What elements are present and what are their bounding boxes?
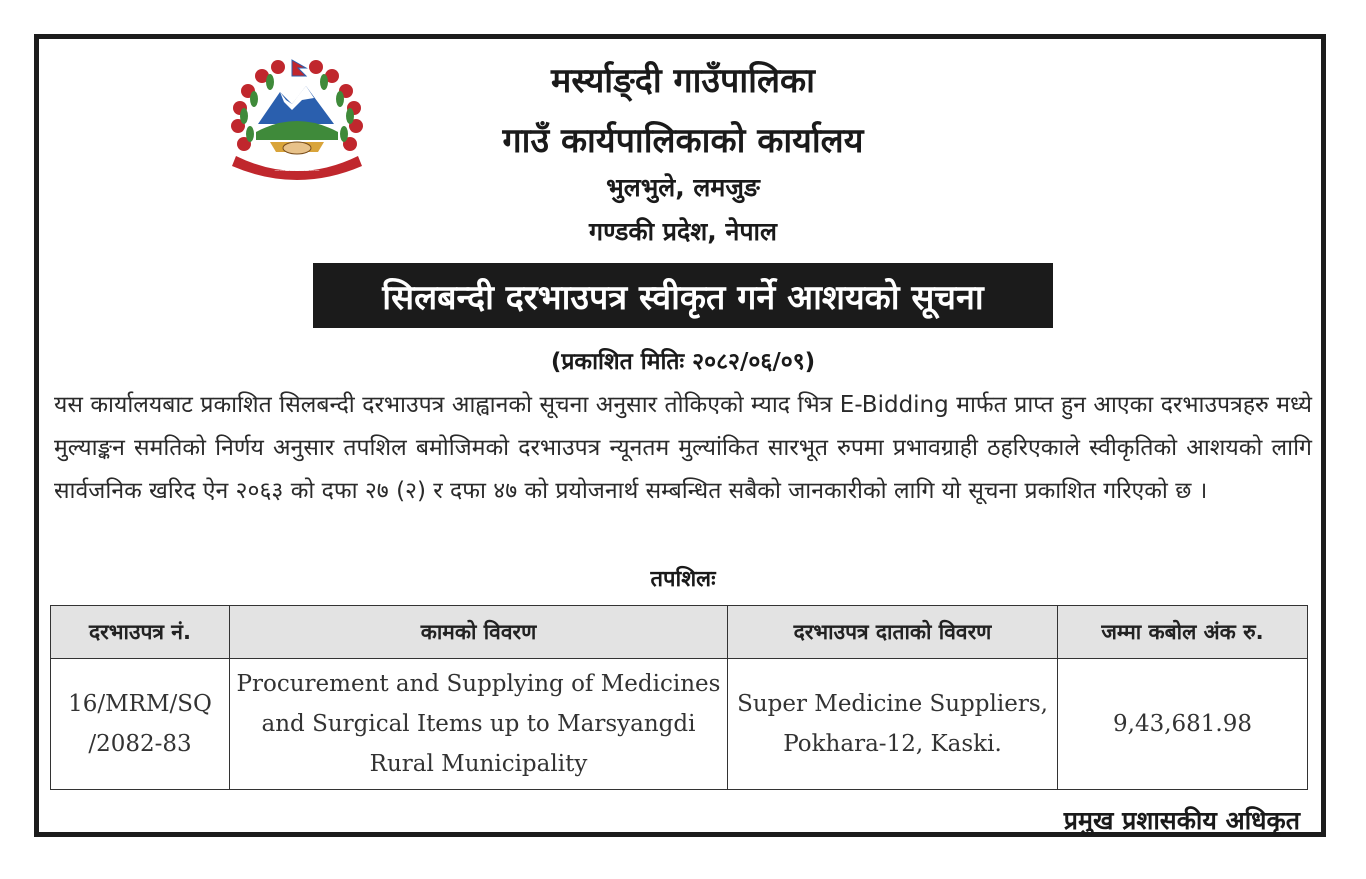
office-location: भुलभुले, लमजुङ	[606, 173, 760, 202]
svg-text:—————————: —————————	[274, 168, 320, 174]
bidder-details-cell	[728, 659, 1058, 790]
published-date: (प्रकाशित मितिः २०८२/०६/०९)	[550, 349, 816, 375]
bid-table	[50, 605, 1308, 790]
office-name: गाउँ कार्यपालिकाको कार्यालय	[502, 121, 864, 161]
bidder-details-line: Super Medicine Suppliers,	[737, 691, 1048, 717]
header-total-amount: जम्मा कबोल अंक रु.	[1058, 606, 1308, 659]
bid-number-line: /2082-83	[88, 731, 192, 757]
total-amount-cell: 9,43,681.98	[1058, 659, 1308, 790]
work-description-cell	[230, 659, 728, 790]
table-row	[51, 659, 1308, 790]
province-country: गण्डकी प्रदेश, नेपाल	[589, 217, 777, 246]
bid-number-line: 16/MRM/SQ	[68, 691, 212, 717]
work-description-line: Procurement and Supplying of Medicines	[236, 671, 721, 697]
bidder-details-line: Pokhara-12, Kaski.	[783, 731, 1002, 757]
details-label: तपशिलः	[650, 567, 716, 592]
signatory-title: प्रमुख प्रशासकीय अधिकृत	[1063, 806, 1300, 835]
notice-title: सिलबन्दी दरभाउपत्र स्वीकृत गर्ने आशयको सूचना	[313, 263, 1053, 328]
work-description-line: and Surgical Items up to Marsyangdi	[261, 711, 696, 737]
header-bid-number: दरभाउपत्र नं.	[51, 606, 230, 659]
table-header-row	[51, 606, 1308, 659]
notice-body: यस कार्यालयबाट प्रकाशित सिलबन्दी दरभाउपत्र आह्वानको सूचना अनुसार तोकिएको म्याद भित्र E-Bidding मार्फत प्राप्त हुन आएका दरभाउपत्रहरु मध्ये मुल्याङ्कन समतिको निर्णय अनुसार तपशिल बमोजिमको दरभाउपत्र न्यूनतम मुल्यांकित सारभूत रुपमा प्रभावग्राही ठहरिएकाले स्वीकृतिको आशयको लागि सार्वजनिक खरिद ऐन २०६३ को दफा २७ (२) र दफा ४७ को प्रयोजनार्थ सम्बन्धित सबैको जानकारीको लागि यो सूचना प्रकाशित गरिएको छ ।	[54, 392, 1312, 504]
municipality-name: मर्स्याङ्दी गाउँपालिका	[551, 61, 815, 101]
header-work-description: कामको विवरण	[230, 606, 728, 659]
work-description-line: Rural Municipality	[369, 751, 588, 777]
bid-number-cell	[51, 659, 230, 790]
header-bidder-details: दरभाउपत्र दाताको विवरण	[728, 606, 1058, 659]
